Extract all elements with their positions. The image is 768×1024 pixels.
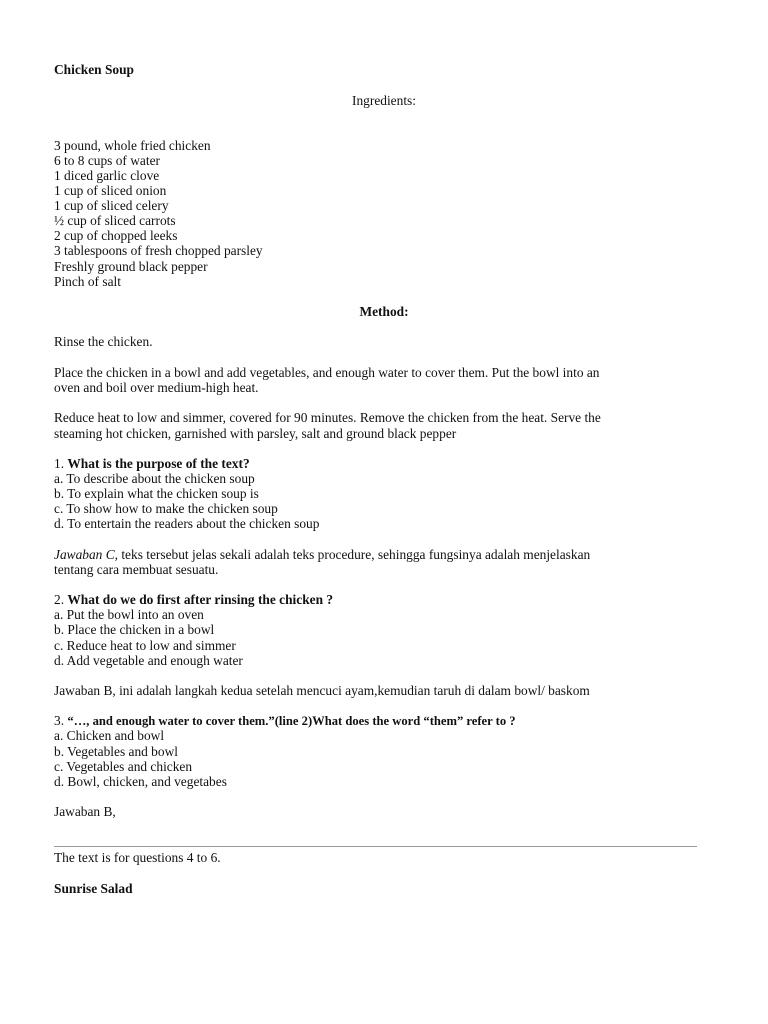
recipe-title: Chicken Soup — [54, 62, 135, 77]
answer-option: c. Vegetables and chicken — [54, 759, 193, 774]
ingredient-item: 1 cup of sliced onion — [54, 183, 167, 198]
ingredient-item: 6 to 8 cups of water — [54, 153, 160, 168]
question-prompt: What do we do first after rinsing the chicken ? — [67, 592, 334, 607]
page-divider — [54, 846, 697, 847]
ingredient-item: 1 cup of sliced celery — [54, 198, 169, 213]
answer-explanation: Jawaban B, — [54, 804, 116, 819]
section-note: The text is for questions 4 to 6. — [54, 850, 221, 865]
ingredient-item: 3 tablespoons of fresh chopped parsley — [54, 243, 263, 258]
answer-option: a. To describe about the chicken soup — [54, 471, 255, 486]
answer-option: a. Chicken and bowl — [54, 728, 165, 743]
question-prompt: What is the purpose of the text? — [67, 456, 250, 471]
question-number: 1. — [54, 456, 65, 471]
question-text — [54, 456, 250, 471]
ingredient-item: 1 diced garlic clove — [54, 168, 160, 183]
method-paragraph: steaming hot chicken, garnished with parsley, salt and ground black pepper — [54, 426, 457, 441]
answer-option: c. To show how to make the chicken soup — [54, 501, 278, 516]
answer-option: d. To entertain the readers about the chicken soup — [54, 516, 320, 531]
ingredient-item: ½ cup of sliced carrots — [54, 213, 176, 228]
question-text — [54, 713, 516, 729]
ingredient-item: Freshly ground black pepper — [54, 259, 208, 274]
method-paragraph: Reduce heat to low and simmer, covered for 90 minutes. Remove the chicken from the heat. Serve the — [54, 410, 601, 425]
method-paragraph: Rinse the chicken. — [54, 334, 153, 349]
method-paragraph: Place the chicken in a bowl and add vegetables, and enough water to cover them. Put the bowl into an — [54, 365, 600, 380]
answer-text: teks tersebut jelas sekali adalah teks procedure, sehingga fungsinya adalah menjelaskan — [117, 547, 591, 562]
answer-option: b. To explain what the chicken soup is — [54, 486, 259, 501]
answer-option: b. Place the chicken in a bowl — [54, 622, 215, 637]
question-text — [54, 592, 333, 607]
question-prompt: “…, and enough water to cover them.”(line 2)What does the word “them” refer to ? — [67, 714, 516, 728]
answer-explanation: Jawaban B, ini adalah langkah kedua setelah mencuci ayam,kemudian taruh di dalam bowl/ baskom — [54, 683, 590, 698]
answer-option: d. Bowl, chicken, and vegetabes — [54, 774, 227, 789]
ingredients-heading: Ingredients: — [352, 93, 416, 108]
answer-explanation-continued: tentang cara membuat sesuatu. — [54, 562, 219, 577]
answer-option: d. Add vegetable and enough water — [54, 653, 243, 668]
answer-label: Jawaban C, — [54, 547, 118, 562]
answer-explanation — [54, 547, 590, 562]
next-recipe-title: Sunrise Salad — [54, 881, 133, 896]
ingredient-item: Pinch of salt — [54, 274, 121, 289]
question-number: 3. — [54, 713, 65, 728]
ingredient-item: 3 pound, whole fried chicken — [54, 138, 211, 153]
ingredient-item: 2 cup of chopped leeks — [54, 228, 178, 243]
method-heading: Method: — [359, 304, 409, 319]
answer-option: b. Vegetables and bowl — [54, 744, 178, 759]
question-number: 2. — [54, 592, 65, 607]
method-paragraph: oven and boil over medium-high heat. — [54, 380, 259, 395]
answer-option: c. Reduce heat to low and simmer — [54, 638, 236, 653]
answer-option: a. Put the bowl into an oven — [54, 607, 204, 622]
